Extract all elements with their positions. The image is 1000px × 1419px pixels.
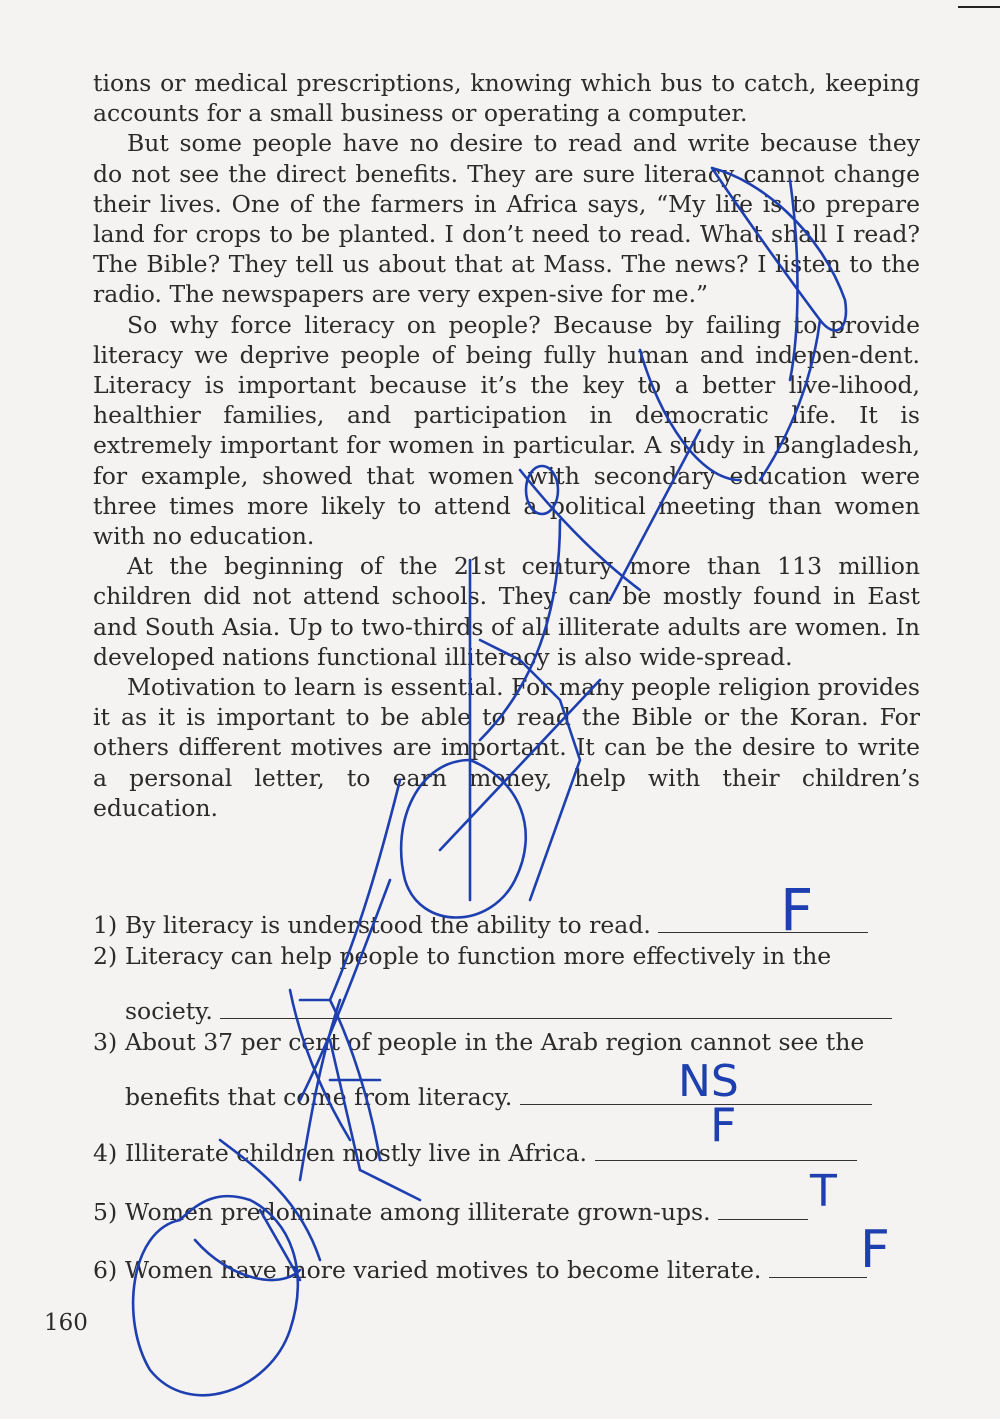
handwritten-answer-4: F xyxy=(710,1098,737,1152)
statement-number: 6) xyxy=(93,1256,118,1284)
paragraph-3: So why force literacy on people? Because by failing to provide literacy we deprive people of being fully human and indepen-dent. Literacy is important because it’s the key to a better live-lihood, healthier families, and participation in democratic life. It is extremely important for women in particular. A study in Bangladesh, for example, showed that women with secondary education were three times more likely to attend a political meeting than women with no education. xyxy=(93,310,920,551)
corner-mark xyxy=(958,6,1000,8)
statement-number: 2) xyxy=(93,942,118,970)
statement-line-2 xyxy=(93,996,920,1026)
reading-passage xyxy=(93,68,920,823)
statement-text: Illiterate children mostly live in Africa. xyxy=(125,1139,588,1167)
answer-blank[interactable] xyxy=(718,1197,808,1220)
statement-4 xyxy=(93,1138,920,1168)
paragraph-2: But some people have no desire to read and write because they do not see the direct benefits. They are sure literacy cannot change their lives. One of the farmers in Africa says, “My life is to prepare land for crops to be planted. I don’t need to read. What shall I read? The Bible? They tell us about that at Mass. The news? I listen to the radio. The newspapers are very expen-sive for me.” xyxy=(93,129,920,309)
handwritten-answer-6: F xyxy=(860,1220,890,1280)
page-number: 160 xyxy=(44,1310,88,1336)
handwritten-answer-5: T xyxy=(810,1166,837,1217)
statement-line-2 xyxy=(93,1082,920,1112)
statement-5 xyxy=(93,1197,920,1227)
statement-3 xyxy=(93,1027,920,1112)
statement-text-cont: society. xyxy=(125,997,213,1025)
handwritten-answer-1: F xyxy=(780,876,814,944)
answer-blank[interactable] xyxy=(769,1255,867,1278)
statement-number: 3) xyxy=(93,1028,118,1056)
statement-6 xyxy=(93,1255,920,1285)
statement-text: About 37 per cent of people in the Arab region cannot see the xyxy=(125,1028,865,1056)
answer-blank[interactable] xyxy=(658,910,868,933)
statement-text: By literacy is understood the ability to read. xyxy=(125,911,651,939)
statement-number: 5) xyxy=(93,1198,118,1226)
statement-2 xyxy=(93,941,920,1026)
ink-stroke xyxy=(360,1170,420,1200)
statement-text-cont: benefits that come from literacy. xyxy=(125,1083,513,1111)
statement-number: 1) xyxy=(93,911,118,939)
paragraph-1: tions or medical prescriptions, knowing which bus to catch, keeping accounts for a small business or operating a computer. xyxy=(93,69,920,128)
handwritten-answer-3: NS xyxy=(678,1056,739,1107)
statement-number: 4) xyxy=(93,1139,118,1167)
answer-blank[interactable] xyxy=(220,996,892,1019)
statement-text: Women have more varied motives to become literate. xyxy=(125,1256,762,1284)
paragraph-5: Motivation to learn is essential. For many people religion provides it as it is important to be able to read the Bible or the Koran. For others different motives are important. It can be the desire to write a personal letter, to earn money, help with their children’s education. xyxy=(93,673,920,822)
statement-text: Women predominate among illiterate grown-ups. xyxy=(125,1198,711,1226)
statement-text: Literacy can help people to function more effectively in the xyxy=(125,942,832,970)
paragraph-4: At the beginning of the 21st century more than 113 million children did not attend schools. They can be mostly found in East and South Asia. Up to two-thirds of all illiterate adults are women. In developed nations functional illiteracy is also wide-spread. xyxy=(93,552,920,671)
